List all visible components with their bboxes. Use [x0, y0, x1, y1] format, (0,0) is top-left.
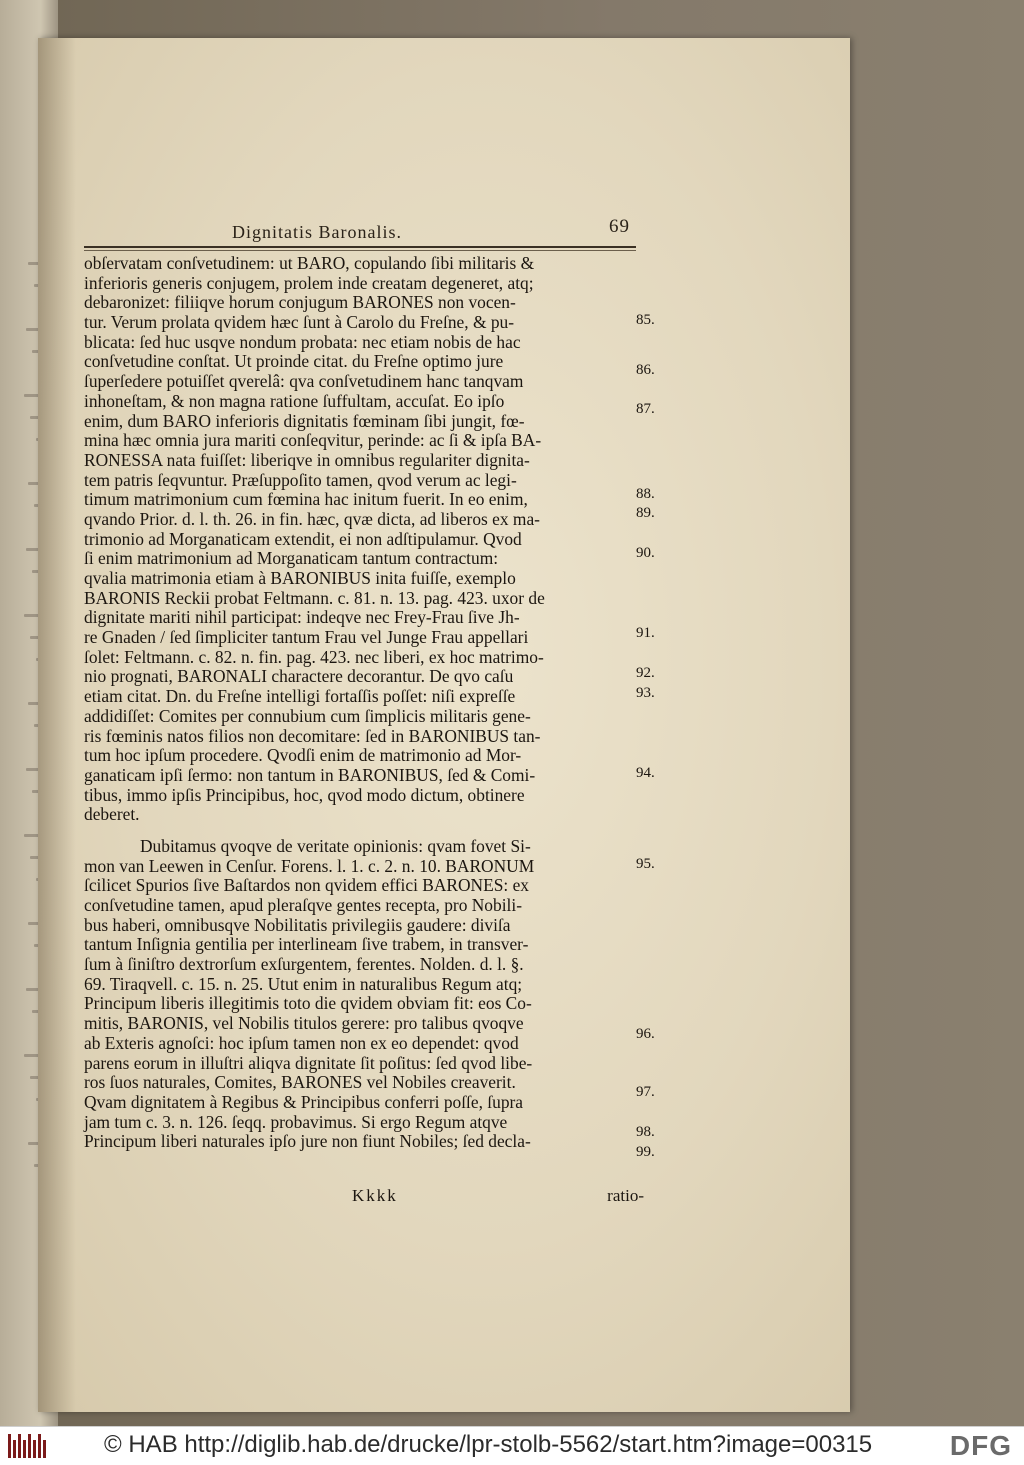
page-gutter-shadow [38, 38, 76, 1412]
text-line: RONESSA nata fuiſſet: liberiqve in omnibus regulariter dignita- [84, 449, 530, 470]
text-line: tibus, immo ipſis Principibus, hoc, qvod modo dictum, obtinere [84, 784, 525, 805]
viewer-footer [0, 1426, 1024, 1465]
margin-number: 91. [636, 625, 655, 641]
text-line: Principum liberi naturales ipſo jure non fiunt Nobiles; ſed decla- [84, 1131, 531, 1152]
signature-mark: Kkkk [352, 1186, 398, 1205]
text-line: inhoneſtam, & non magna ratione ſuffultam, accuſat. Eo ipſo [84, 390, 505, 411]
text-line: re Gnaden / ſed ſimpliciter tantum Frau vel Junge Frau appellari [84, 627, 529, 648]
margin-number: 92. [636, 665, 655, 681]
text-line: blicata: ſed huc usqve nondum probata: nec etiam nobis de hac [84, 331, 521, 352]
text-line: conſvetudine conſtat. Ut proinde citat. du Freſne optimo jure [84, 351, 504, 372]
margin-number: 94. [636, 765, 655, 781]
text-line: inferioris generis conjugem, prolem inde creatam degeneret, atq; [84, 272, 534, 293]
body-text [84, 254, 644, 1152]
text-line: ſuperſedere potuiſſet qverelâ: qva conſvetudinem hanc tanqvam [84, 371, 524, 392]
text-line: mina hæc omnia jura mariti conſeqvitur, perinde: ac ſi & ipſa BA- [84, 430, 542, 451]
text-line: ros ſuos naturales, Comites, BARONES vel Nobiles creaverit. [84, 1072, 516, 1093]
margin-number: 87. [636, 401, 655, 417]
text-line: tantum Inſignia gentilia per interlineam ſive trabem, in transver- [84, 934, 529, 955]
margin-number: 96. [636, 1026, 655, 1042]
header-rule [84, 246, 636, 248]
text-line: ſcilicet Spurios ſive Baſtardos non qvidem effici BARONES: ex [84, 875, 530, 896]
header-rule-thin [84, 250, 636, 251]
text-line: deberet. [84, 804, 140, 825]
text-line: trimonio ad Morganaticam extendit, ei non adſtipulamur. Qvod [84, 528, 522, 549]
text-line: 69. Tiraqvell. c. 15. n. 25. Utut enim in naturalibus Regum atq; [84, 973, 523, 994]
text-line: tem patris ſeqvuntur. Præſuppoſito tamen, qvod verum ac legi- [84, 469, 517, 490]
text-line: qvando Prior. d. l. th. 26. in fin. hæc, qvæ dicta, ad liberos ex ma- [84, 508, 540, 529]
text-line: ſum à ſiniſtro dextrorſum exſurgentem, ferentes. Nolden. d. l. §. [84, 954, 524, 975]
text-line: ab Exteris agnoſci: hoc ipſum tamen non ex eo dependet: qvod [84, 1032, 519, 1053]
text-line: timum matrimonium cum fœmina hac initum fuerit. In eo enim, [84, 489, 528, 510]
text-line: debaronizet: filiiqve horum conjugum BARONES non vocen- [84, 292, 516, 313]
text-line: tur. Verum prolata qvidem hæc ſunt à Carolo du Freſne, & pu- [84, 312, 515, 333]
text-line: qvalia matrimonia etiam à BARONIBUS inita fuiſſe, exemplo [84, 568, 516, 588]
text-line: mitis, BARONIS, vel Nobilis titulos gerere: pro talibus qvoqve [84, 1013, 524, 1034]
margin-number: 95. [636, 856, 655, 872]
margin-number: 97. [636, 1084, 655, 1100]
text-line: conſvetudine tamen, apud pleraſqve gentes recepta, pro Nobili- [84, 895, 522, 915]
margin-number: 99. [636, 1144, 655, 1160]
text-line: addidiſſet: Comites per connubium cum ſimplicis militaris gene- [84, 705, 531, 726]
page-foot [84, 1186, 644, 1208]
text-line: Dubitamus qvoqve de veritate opinionis: qvam fovet Si- [140, 835, 531, 856]
margin-number: 85. [636, 312, 655, 328]
catchword: ratio- [607, 1186, 644, 1205]
text-line: dignitate mariti nihil participat: indeqve nec Frey-Frau ſive Jh- [84, 607, 520, 628]
text-line: ſi enim matrimonium ad Morganaticam tantum contractum: [84, 548, 499, 569]
margin-number: 86. [636, 362, 655, 378]
margin-number: 90. [636, 545, 655, 561]
text-line: Qvam dignitatem à Regibus & Principibus conferri poſſe, ſupra [84, 1091, 524, 1112]
text-line: bus haberi, omnibusqve Nobilitatis privilegiis gaudere: diviſa [84, 914, 511, 935]
text-line: ris fœminis natos filios non decomitare: ſed in BARONIBUS tan- [84, 725, 541, 746]
text-line: enim, dum BARO inferioris dignitatis fœminam ſibi jungit, fœ- [84, 410, 525, 431]
text-line: ganaticam ipſi ſermo: non tantum in BARONIBUS, ſed & Comi- [84, 764, 536, 785]
dfg-logo: DFG [949, 1430, 1012, 1461]
text-line: jam tum c. 3. n. 126. ſeqq. probavimus. Si ergo Regum atqve [84, 1111, 508, 1132]
running-title: Dignitatis Baronalis. [232, 222, 402, 242]
text-line: obſervatam conſvetudinem: ut BARO, copulando ſibi militaris & [84, 253, 535, 273]
source-credit[interactable]: © HAB http://diglib.hab.de/drucke/lpr-stolb-5562/start.htm?image=00315 [104, 1431, 873, 1458]
text-line: etiam citat. Dn. du Freſne intelligi fortaſſis poſſet: niſi expreſſe [84, 686, 516, 707]
text-line: BARONIS Reckii probat Feltmann. c. 81. n. 13. pag. 423. uxor de [84, 587, 545, 608]
text-line: nio prognati, BARONALI charactere decorantur. De qvo caſu [84, 666, 514, 687]
text-line: mon van Leewen in Cenſur. Forens. l. 1. c. 2. n. 10. BARONUM [84, 855, 535, 876]
margin-number: 88. [636, 486, 655, 502]
text-line: ſolet: Feltmann. c. 82. n. fin. pag. 423. nec liberi, ex hoc matrimo- [84, 646, 544, 667]
margin-number: 98. [636, 1124, 655, 1140]
hab-logo-icon [8, 1434, 48, 1458]
page-number: 69 [609, 216, 630, 237]
text-line: Principum liberis illegitimis toto die qvidem obviam fit: eos Co- [84, 993, 532, 1014]
margin-number: 93. [636, 685, 655, 701]
margin-number: 89. [636, 505, 655, 521]
text-line: parens eorum in illuſtri aliqva dignitate ſit poſitus: ſed qvod libe- [84, 1052, 533, 1073]
running-header [232, 216, 632, 248]
text-line: tum hoc ipſum procedere. Qvodſi enim de matrimonio ad Mor- [84, 745, 522, 766]
